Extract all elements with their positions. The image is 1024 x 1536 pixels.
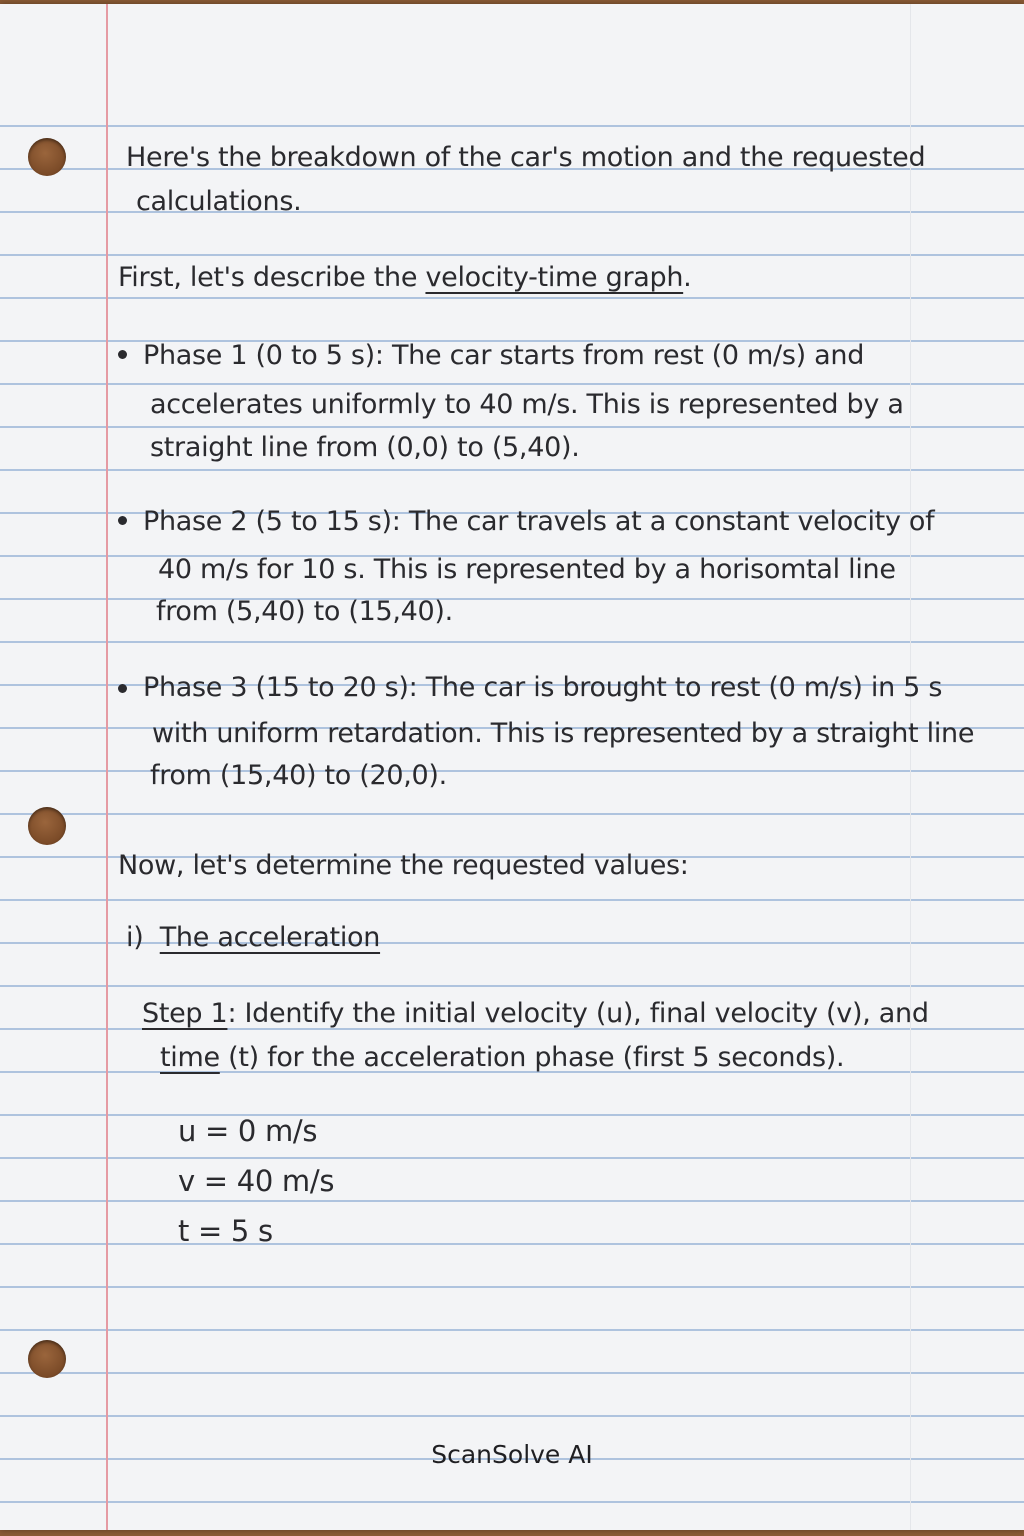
step-1-time-underlined: time [160,1042,220,1073]
graph-intro-prefix: First, let's describe the [118,262,426,293]
bullet-phase-3 [118,684,127,693]
phase-2-line-3: from (5,40) to (15,40). [156,596,453,627]
equation-u: u = 0 m/s [178,1114,318,1148]
phase-3-line-3: from (15,40) to (20,0). [150,760,447,791]
notebook-page [0,4,1024,1530]
phase-1-line-3: straight line from (0,0) to (5,40). [150,432,580,463]
bullet-phase-2 [118,516,127,525]
step-1-label: Step 1 [142,998,228,1029]
intro-line-1: Here's the breakdown of the car's motion and the requested [126,142,926,173]
equation-v: v = 40 m/s [178,1164,335,1198]
phase-3-line-1: Phase 3 (15 to 20 s): The car is brought to rest (0 m/s) in 5 s [143,672,943,703]
phase-1-line-1: Phase 1 (0 to 5 s): The car starts from rest (0 m/s) and [143,340,865,371]
footer-watermark: ScanSolve AI [431,1440,593,1469]
step-1-line-1-rest: : Identify the initial velocity (u), final velocity (v), and [227,998,929,1029]
graph-intro-suffix: . [683,262,692,293]
red-margin-line [106,4,108,1530]
phase-2-line-1: Phase 2 (5 to 15 s): The car travels at a constant velocity of [143,506,935,537]
punch-hole-bottom [28,1340,66,1378]
part-i-title: The acceleration [159,922,381,953]
graph-intro-underlined: velocity-time graph [425,262,684,293]
graph-intro [118,262,691,293]
right-margin-line [910,4,911,1530]
phase-1-line-2: accelerates uniformly to 40 m/s. This is represented by a [150,389,904,420]
intro-line-2: calculations. [136,186,302,217]
step-1-line-2-rest: (t) for the acceleration phase (first 5 seconds). [219,1042,845,1073]
part-i-heading [126,922,380,953]
bullet-phase-1 [118,350,127,359]
values-intro: Now, let's determine the requested values: [118,850,689,881]
equation-t: t = 5 s [178,1214,273,1248]
step-1-line-1 [142,998,929,1029]
punch-hole-top [28,138,66,176]
punch-hole-middle [28,807,66,845]
phase-2-line-2: 40 m/s for 10 s. This is represented by a horisomtal line [158,554,896,585]
part-i-number: i) [126,922,144,953]
phase-3-line-2: with uniform retardation. This is represented by a straight line [152,718,975,749]
step-1-line-2 [160,1042,844,1073]
